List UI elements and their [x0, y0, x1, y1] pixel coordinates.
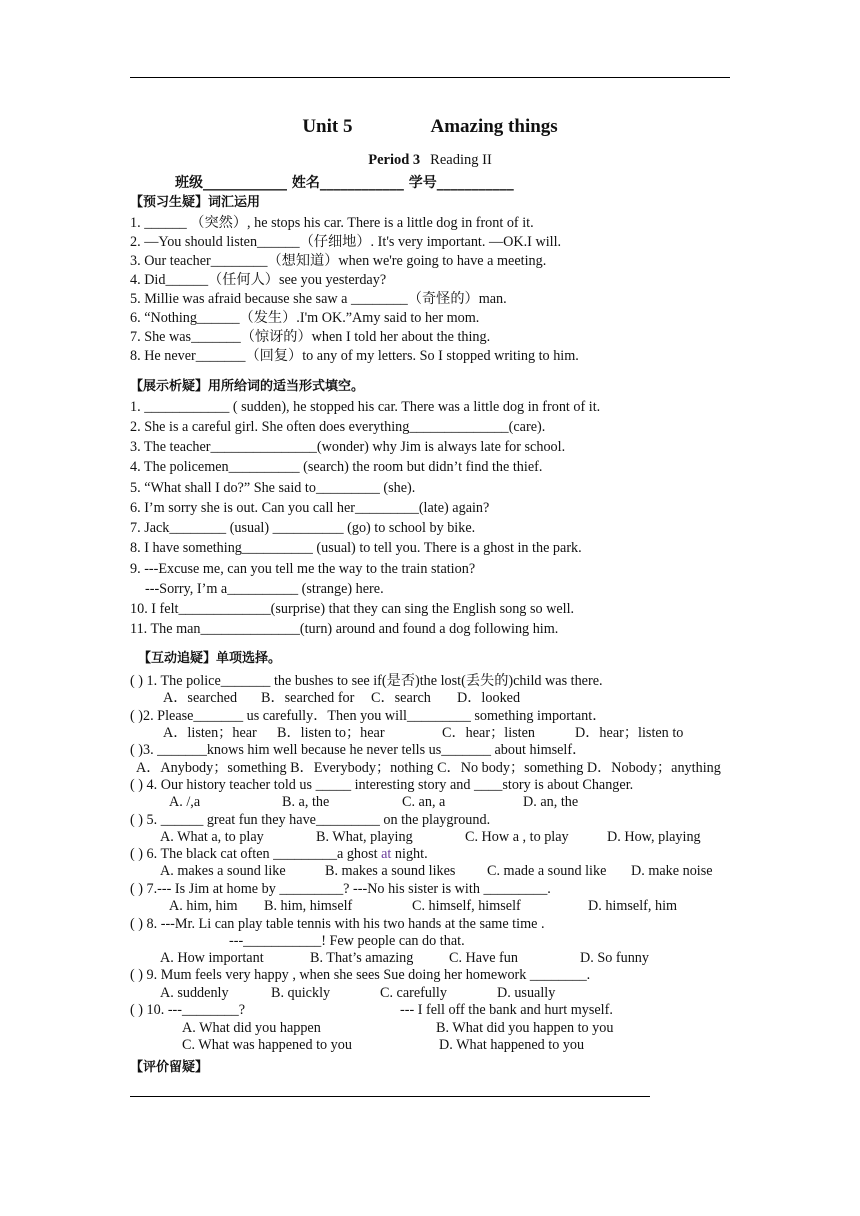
- mc-option: A．Anybody；something B．Everybody；nothing C．No body；something D．Nobody；anything: [136, 760, 721, 776]
- section-evaluate: 【评价留疑】: [130, 1060, 209, 1075]
- mc-option: B．searched for: [261, 690, 355, 706]
- mc-question: ( ) 9. Mum feels very happy , when she sees Sue doing her homework ________.: [130, 967, 591, 983]
- mc-option: A. makes a sound like: [160, 863, 286, 879]
- vocab-item: 8. He never_______（回复）to any of my letters. So I stopped writing to him.: [130, 348, 579, 364]
- mc-option: A. How important: [160, 950, 264, 966]
- mc-option: D．looked: [457, 690, 521, 706]
- mc-question: ( ) 10. ---________?: [130, 1002, 246, 1018]
- vocab-item: 3. Our teacher________（想知道）when we're going to have a meeting.: [130, 253, 547, 269]
- mc-question-text: ( ) 6. The black cat often _________a ghost: [130, 846, 382, 862]
- section-interact: 【互动追疑】单项选择。: [138, 651, 282, 666]
- fill-item: 5. “What shall I do?” She said to_________ (she).: [130, 480, 416, 496]
- mc-option: A. suddenly: [160, 985, 229, 1001]
- vocab-item: 2. —You should listen______（仔细地）. It's very important. —OK.I will.: [130, 234, 562, 250]
- section-display: 【展示析疑】用所给词的适当形式填空。: [130, 379, 365, 394]
- mc-option: A. What a, to play: [160, 829, 264, 845]
- vocab-item: 6. “Nothing______（发生）.I'm OK.”Amy said to her mom.: [130, 310, 480, 326]
- mc-question: [130, 845, 428, 863]
- mc-option: B. makes a sound likes: [325, 863, 456, 879]
- fill-item: 3. The teacher_______________(wonder) why Jim is always late for school.: [130, 439, 566, 455]
- mc-option: A. /,a: [169, 794, 201, 810]
- mc-option: A．listen；hear: [163, 725, 257, 741]
- mc-option: D. What happened to you: [439, 1037, 585, 1053]
- mc-option: B. a, the: [282, 794, 330, 810]
- answer-line: [130, 1096, 650, 1097]
- mc-option: C. What was happened to you: [182, 1037, 352, 1053]
- period-line: [0, 152, 860, 169]
- student-info: 班级____________ 姓名____________ 学号___________: [175, 175, 514, 191]
- mc-option: D. make noise: [631, 863, 713, 879]
- mc-option: B．listen to；hear: [277, 725, 385, 741]
- mc-option: C. Have fun: [449, 950, 518, 966]
- mc-question: ( ) 4. Our history teacher told us _____ interesting story and ____story is about Changer.: [130, 777, 634, 793]
- section-preview: 【预习生疑】词汇运用: [130, 195, 261, 210]
- mc-option: C. How a , to play: [465, 829, 569, 845]
- highlight-word: at: [381, 846, 392, 862]
- vocab-item: 7. She was_______（惊讶的）when I told her about the thing.: [130, 329, 491, 345]
- mc-question: ( ) 1. The police_______ the bushes to see if(是否)the lost(丢失的)child was there.: [130, 673, 603, 689]
- vocab-item: 4. Did______（任何人）see you yesterday?: [130, 272, 387, 288]
- mc-option: C. an, a: [402, 794, 446, 810]
- unit-title: Amazing things: [430, 116, 558, 137]
- lesson-label: Reading II: [430, 152, 492, 168]
- fill-item: 6. I’m sorry she is out. Can you call her_________(late) again?: [130, 500, 490, 516]
- top-rule: [130, 77, 730, 78]
- fill-item: 11. The man______________(turn) around and found a dog following him.: [130, 621, 559, 637]
- mc-option: B. What, playing: [316, 829, 413, 845]
- vocab-item: 5. Millie was afraid because she saw a ________（奇怪的）man.: [130, 291, 507, 307]
- mc-option: C．search: [371, 690, 431, 706]
- fill-item: 8. I have something__________ (usual) to tell you. There is a ghost in the park.: [130, 540, 582, 556]
- mc-option: B. him, himself: [264, 898, 353, 914]
- mc-question: ( )2. Please_______ us carefully．Then you will_________ something important．: [130, 708, 607, 724]
- mc-reply: --- I fell off the bank and hurt myself.: [400, 1002, 613, 1018]
- mc-option: B. What did you happen to you: [436, 1020, 614, 1036]
- mc-option: D. So funny: [580, 950, 649, 966]
- mc-option: A. him, him: [169, 898, 238, 914]
- vocab-item: 1. ______ （突然）, he stops his car. There is a little dog in front of it.: [130, 215, 534, 231]
- mc-option: D. usually: [497, 985, 556, 1001]
- fill-item: 2. She is a careful girl. She often does everything______________(care).: [130, 419, 546, 435]
- mc-option: C. himself, himself: [412, 898, 521, 914]
- mc-question: ( ) 7.--- Is Jim at home by _________? ---No his sister is with _________.: [130, 881, 551, 897]
- mc-option: D. How, playing: [607, 829, 701, 845]
- period-label: Period 3: [368, 152, 421, 168]
- mc-question: ( ) 8. ---Mr. Li can play table tennis with his two hands at the same time .: [130, 916, 545, 932]
- unit-label: Unit 5: [302, 116, 353, 137]
- fill-item: 4. The policemen__________ (search) the room but didn’t find the thief.: [130, 459, 543, 475]
- mc-option: C. made a sound like: [487, 863, 607, 879]
- mc-question: ( )3. _______knows him well because he never tells us_______ about himself．: [130, 742, 587, 758]
- mc-option: D. an, the: [523, 794, 579, 810]
- mc-option: D．hear；listen to: [575, 725, 684, 741]
- mc-question: ( ) 5. ______ great fun they have_________ on the playground.: [130, 812, 491, 828]
- mc-option: B. That’s amazing: [310, 950, 414, 966]
- mc-option: A. What did you happen: [182, 1020, 321, 1036]
- fill-item: 7. Jack________ (usual) __________ (go) to school by bike.: [130, 520, 476, 536]
- mc-option: B. quickly: [271, 985, 331, 1001]
- mc-option: C．hear；listen: [442, 725, 535, 741]
- fill-item: 9. ---Excuse me, can you tell me the way to the train station?: [130, 561, 476, 577]
- page-title: [0, 116, 860, 138]
- fill-item: ---Sorry, I’m a__________ (strange) here.: [145, 581, 384, 597]
- mc-option: D. himself, him: [588, 898, 678, 914]
- fill-item: 1. ____________ ( sudden), he stopped his car. There was a little dog in front of it.: [130, 399, 601, 415]
- mc-option: C. carefully: [380, 985, 447, 1001]
- fill-item: 10. I felt_____________(surprise) that they can sing the English song so well.: [130, 601, 575, 617]
- mc-reply: ---___________! Few people can do that.: [229, 933, 465, 949]
- mc-option: A．searched: [163, 690, 238, 706]
- mc-question-text: night.: [391, 846, 428, 862]
